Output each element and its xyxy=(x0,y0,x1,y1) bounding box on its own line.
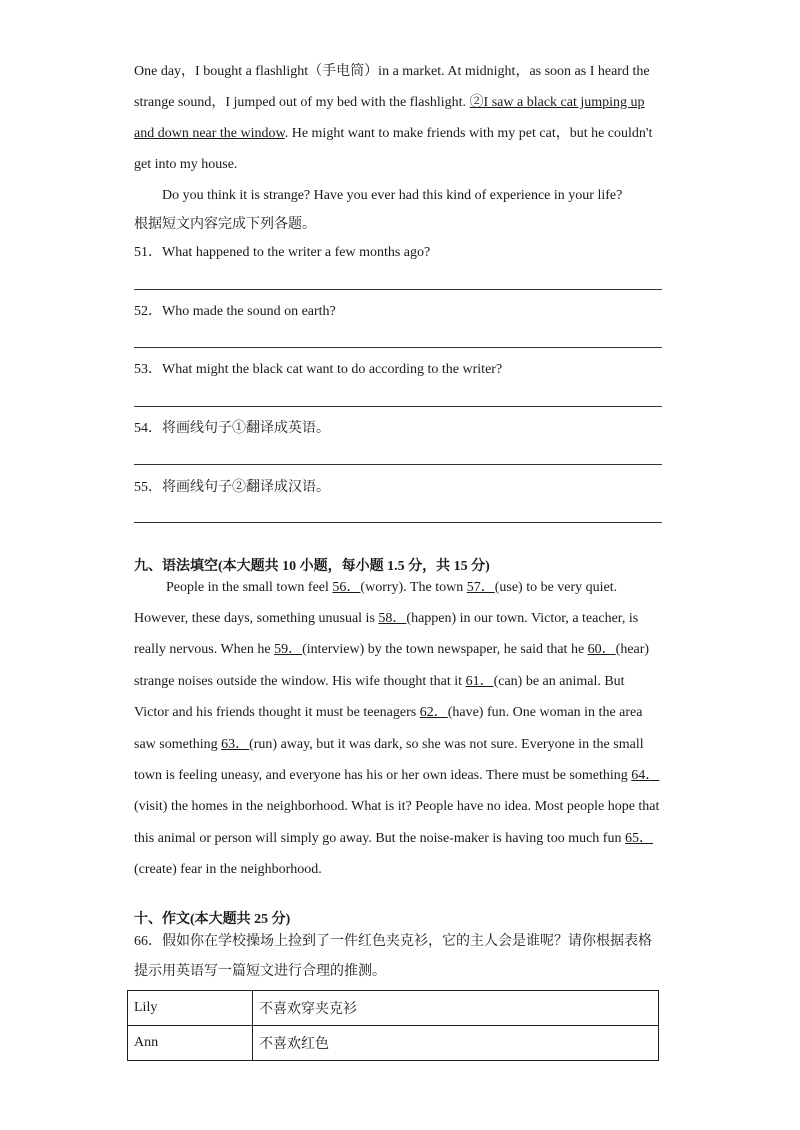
passage-line-1: One day，I bought a flashlight（手电筒）in a market. At midnight，as soon as I heard the xyxy=(134,64,650,79)
cloze-text: (hear) xyxy=(615,642,650,657)
cloze-text: town is feeling uneasy, and everyone has his or her own ideas. There must be something xyxy=(134,768,632,783)
cloze-text: (worry). The town xyxy=(360,580,467,595)
cloze-line-2 xyxy=(134,609,638,629)
passage-paragraph-2: Do you think it is strange? Have you ever had this kind of experience in your life? xyxy=(162,188,623,203)
cloze-line-4 xyxy=(134,672,625,692)
cloze-text: this animal or person will simply go away. But the noise-maker is having too much fun xyxy=(134,831,625,846)
cloze-text: Victor and his friends thought it must be teenagers xyxy=(134,705,420,720)
cloze-text: (happen) in our town. Victor, a teacher, is xyxy=(406,611,639,626)
cloze-line-1 xyxy=(166,578,617,598)
blank-61[interactable]: 61． xyxy=(465,674,494,689)
underlined-sentence-2-cont: and down near the window xyxy=(134,126,285,141)
cloze-line-3 xyxy=(134,640,649,660)
cloze-text: People in the small town feel xyxy=(166,580,333,595)
table-cell-name: Lily xyxy=(128,991,253,1026)
underlined-sentence-2: ②I saw a black cat jumping up xyxy=(469,95,645,110)
cloze-text: really nervous. When he xyxy=(134,642,275,657)
cloze-line-6 xyxy=(134,735,644,755)
table-row xyxy=(128,1026,659,1061)
answer-line-51[interactable] xyxy=(134,289,662,290)
question-54: 54．将画线句子①翻译成英语。 xyxy=(134,421,330,436)
cloze-text: (run) away, but it was dark, so she was not sure. Everyone in the small xyxy=(249,737,644,752)
cloze-text: (can) be an animal. But xyxy=(493,674,625,689)
blank-57[interactable]: 57． xyxy=(466,580,495,595)
blank-64[interactable]: 64． xyxy=(631,768,660,783)
cloze-line-8: (visit) the homes in the neighborhood. What is it? People have no idea. Most people hope that xyxy=(134,799,660,814)
answer-line-53[interactable] xyxy=(134,406,662,407)
cloze-text: However, these days, something unusual is xyxy=(134,611,379,626)
section-9-heading: 九、语法填空(本大题共 10 小题，每小题 1.5 分，共 15 分) xyxy=(134,559,490,574)
table-cell-note: 不喜欢穿夹克衫 xyxy=(253,991,659,1026)
cloze-line-5 xyxy=(134,703,642,723)
table-cell-note: 不喜欢红色 xyxy=(253,1026,659,1061)
cloze-line-9 xyxy=(134,829,653,849)
cloze-line-10: (create) fear in the neighborhood. xyxy=(134,862,322,877)
passage-line-3 xyxy=(134,124,652,144)
instruction: 根据短文内容完成下列各题。 xyxy=(134,217,316,232)
table-row xyxy=(128,991,659,1026)
blank-63[interactable]: 63． xyxy=(221,737,250,752)
blank-59[interactable]: 59． xyxy=(274,642,303,657)
answer-line-52[interactable] xyxy=(134,347,662,348)
writing-prompt-line-1: 66．假如你在学校操场上捡到了一件红色夹克衫，它的主人会是谁呢？请你根据表格 xyxy=(134,934,652,949)
cloze-text: strange noises outside the window. His wife thought that it xyxy=(134,674,466,689)
blank-56[interactable]: 56． xyxy=(332,580,361,595)
blank-58[interactable]: 58． xyxy=(378,611,407,626)
hint-table xyxy=(127,990,659,1061)
answer-line-54[interactable] xyxy=(134,464,662,465)
table-cell-name: Ann xyxy=(128,1026,253,1061)
blank-60[interactable]: 60． xyxy=(587,642,616,657)
question-55: 55．将画线句子②翻译成汉语。 xyxy=(134,480,330,495)
question-53: 53．What might the black cat want to do according to the writer? xyxy=(134,362,503,377)
cloze-text: (use) to be very quiet. xyxy=(494,580,618,595)
cloze-text: (interview) by the town newspaper, he said that he xyxy=(302,642,588,657)
question-51: 51．What happened to the writer a few months ago? xyxy=(134,245,431,260)
cloze-text: saw something xyxy=(134,737,222,752)
blank-62[interactable]: 62． xyxy=(419,705,448,720)
cloze-line-7 xyxy=(134,766,659,786)
passage-line-2 xyxy=(134,93,645,113)
passage-text: . He might want to make friends with my pet cat，but he couldn't xyxy=(284,126,653,141)
question-52: 52．Who made the sound on earth? xyxy=(134,304,336,319)
section-10-heading: 十、作文(本大题共 25 分) xyxy=(134,912,291,927)
answer-line-55[interactable] xyxy=(134,522,662,523)
passage-line-4: get into my house. xyxy=(134,157,238,172)
cloze-text: (have) fun. One woman in the area xyxy=(447,705,643,720)
writing-prompt-line-2: 提示用英语写一篇短文进行合理的推测。 xyxy=(134,964,386,979)
blank-65[interactable]: 65． xyxy=(624,831,653,846)
passage-text: strange sound，I jumped out of my bed with the flashlight. xyxy=(134,95,470,110)
